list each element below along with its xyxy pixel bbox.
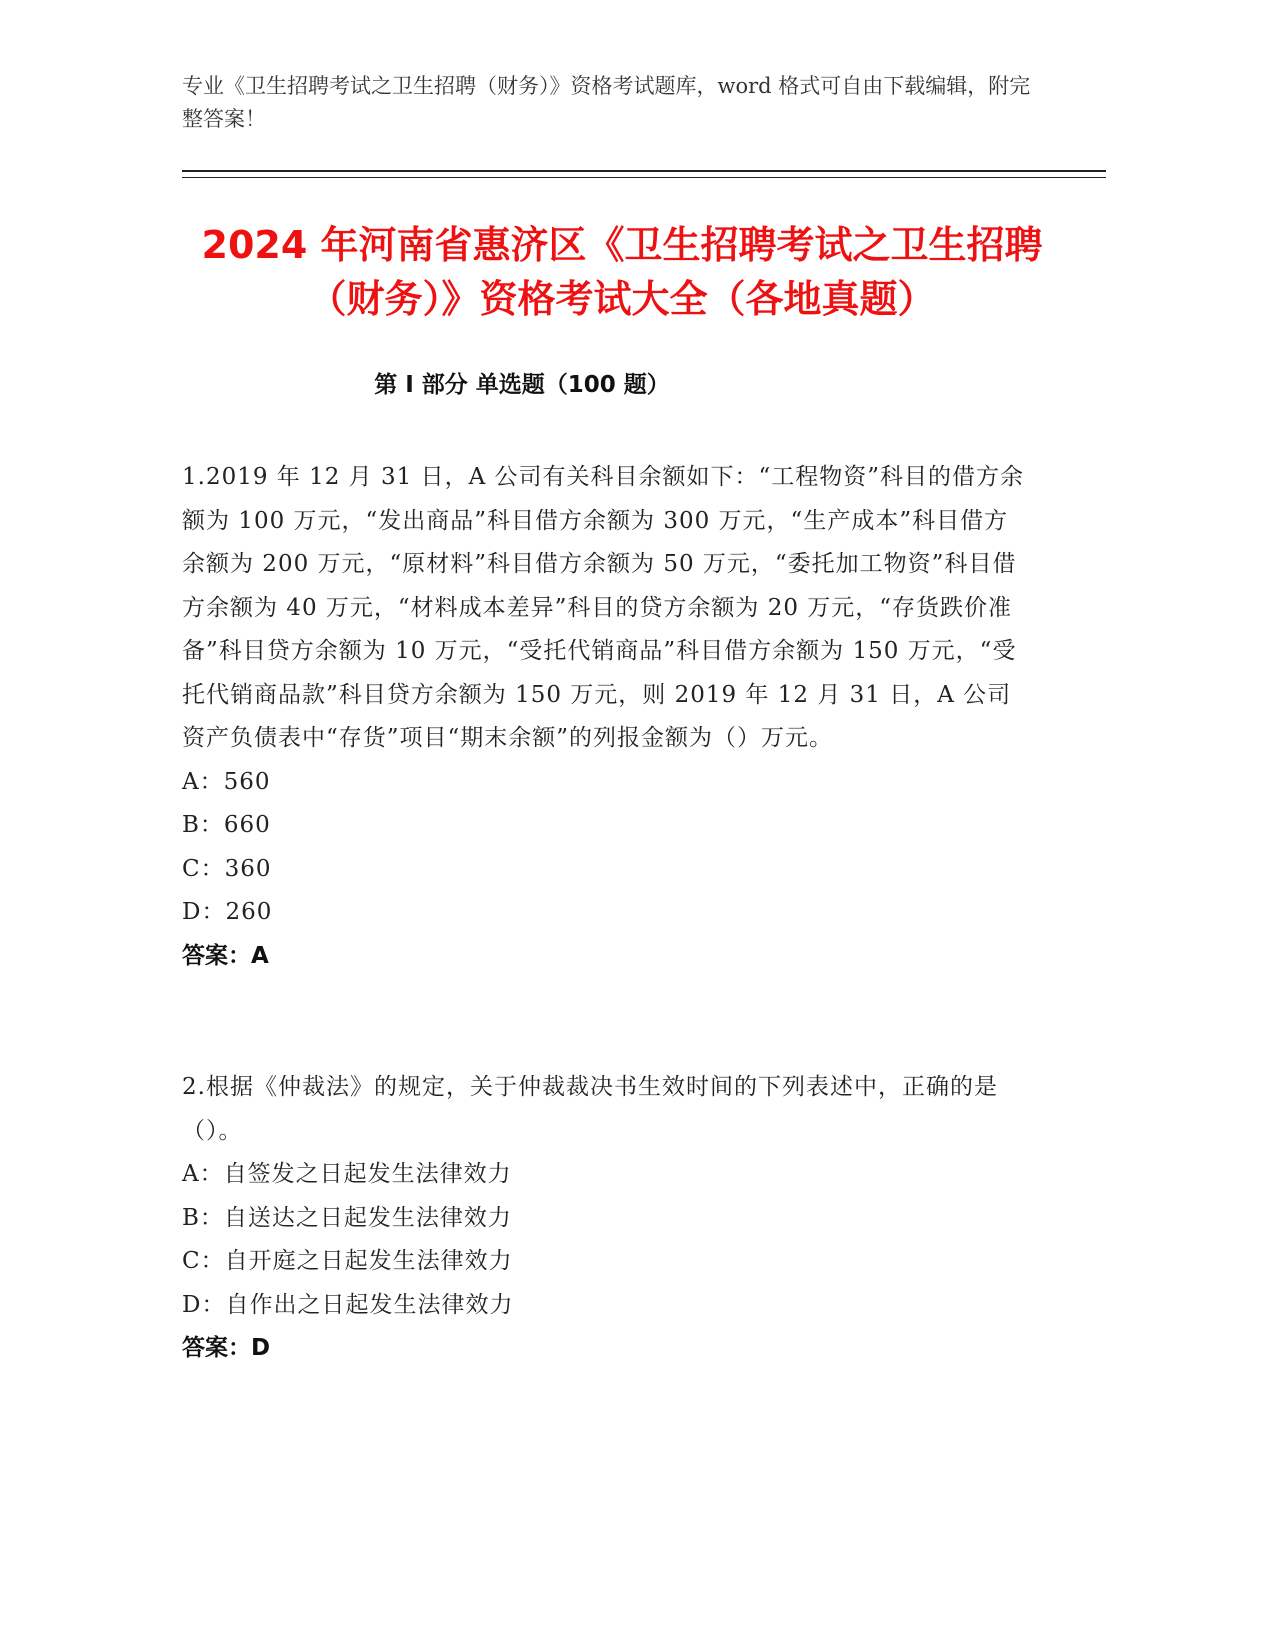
option-d: D：自作出之日起发生法律效力: [182, 1291, 514, 1318]
document-title: 2024 年河南省惠济区《卫生招聘考试之卫生招聘（财务）》资格考试大全（各地真题）: [201, 223, 1043, 321]
question-stem: 2.根据《仲裁法》的规定，关于仲裁裁决书生效时间的下列表述中，正确的是（）。: [182, 1074, 998, 1144]
header-rule-thin: [182, 177, 1106, 178]
option-a: A：自签发之日起发生法律效力: [182, 1161, 512, 1187]
option-b: B：660: [182, 812, 271, 838]
option-b: B：自送达之日起发生法律效力: [182, 1204, 512, 1231]
option-d: D：260: [182, 899, 273, 925]
header-note: 专业《卫生招聘考试之卫生招聘（财务）》资格考试题库，word 格式可自由下载编辑，附完整答案！: [182, 74, 1031, 131]
question-2: [182, 1066, 1032, 1371]
answer-line: 答案：D: [182, 1335, 271, 1361]
option-c: C：自开庭之日起发生法律效力: [182, 1248, 513, 1274]
option-c: C：360: [182, 855, 272, 882]
option-a: A：560: [182, 768, 271, 795]
question-1: [182, 456, 1032, 978]
question-stem: 1.2019 年 12 月 31 日，A 公司有关科目余额如下：“工程物资”科目的借方余额为 100 万元，“发出商品”科目借方余额为 300 万元，“生产成本”科目借方余额为 200 万元，“原材料”科目借方余额为 50 万元，“委托加工物资”科目借方余额为 40 万元，“材料成本差异”科目的贷方余额为 20 万元，“存货跌价准备”科目贷方余额为 10 万元，“受托代销商品”科目借方余额为 150 万元，“受托代销商品款”科目贷方余额为 150 万元，则 2019 年 12 月 31 日，A 公司资产负债表中“存货”项目“期末余额”的列报金额为（）万元。: [182, 464, 1025, 751]
section-heading: 第 I 部分 单选题（100 题）: [374, 372, 670, 398]
header-rule-thick: [182, 170, 1106, 172]
answer-line: 答案：A: [182, 942, 269, 969]
